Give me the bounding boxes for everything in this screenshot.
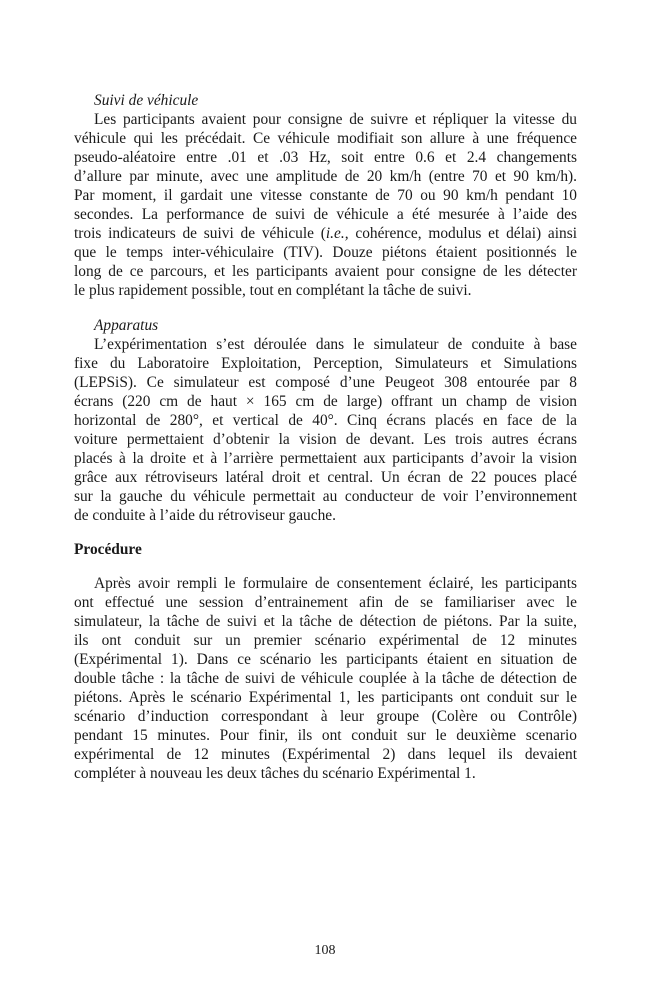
text-line: compléter à nouveau les deux tâches du scénario Expérimental 1. bbox=[74, 765, 476, 782]
section-heading: Procédure bbox=[74, 541, 142, 558]
text-line: Après avoir rempli le formulaire de consentement éclairé, les participants bbox=[94, 575, 577, 592]
text-line: Par moment, il gardait une vitesse constante de 70 ou 90 km/h pendant 10 bbox=[74, 187, 577, 204]
text-line bbox=[74, 224, 577, 243]
italic-text: i.e., bbox=[325, 225, 349, 242]
text-line: pseudo-aléatoire entre .01 et .03 Hz, soit entre 0.6 et 2.4 changements bbox=[74, 149, 577, 166]
text-line: Les participants avaient pour consigne de suivre et répliquer la vitesse du bbox=[94, 111, 577, 128]
text-line: le plus rapidement possible, tout en complétant la tâche de suivi. bbox=[74, 282, 472, 299]
text-line: double tâche : la tâche de suivi de véhicule couplée à la tâche de détection de bbox=[74, 670, 577, 687]
text-segment: trois indicateurs de suivi de véhicule ( bbox=[74, 225, 326, 242]
text-line: pendant 15 minutes. Pour finir, ils ont conduit sur le deuxième scenario bbox=[74, 727, 577, 744]
text-line: fixe du Laboratoire Exploitation, Perception, Simulateurs et Simulations bbox=[74, 355, 577, 372]
text-line: placés à la droite et à l’arrière permettaient aux participants d’avoir la vision bbox=[74, 450, 577, 467]
paragraph bbox=[74, 574, 577, 783]
text-line: long de ce parcours, et les participants avaient pour consigne de les détecter bbox=[74, 263, 577, 280]
text-line: horizontal de 280°, et vertical de 40°. Cinq écrans placés en face de la bbox=[74, 412, 577, 429]
text-line: ont effectué une session d’entrainement afin de se familiariser avec le bbox=[74, 594, 577, 611]
text-line: expérimental de 12 minutes (Expérimental 2) dans lequel ils devaient bbox=[74, 746, 577, 763]
text-line: voiture permettaient d’obtenir la vision de devant. Les trois autres écrans bbox=[74, 431, 577, 448]
text-line: d’allure par minute, avec une amplitude de 20 km/h (entre 70 et 90 km/h). bbox=[74, 168, 577, 185]
text-line: (LEPSiS). Ce simulateur est composé d’une Peugeot 308 entourée par 8 bbox=[74, 374, 577, 391]
text-line: (Expérimental 1). Dans ce scénario les participants étaient en situation de bbox=[74, 651, 577, 668]
section-heading: Suivi de véhicule bbox=[94, 92, 199, 109]
text-line: simulateur, la tâche de suivi et la tâche de détection de piétons. Par la suite, bbox=[74, 613, 577, 630]
page-number: 108 bbox=[314, 943, 336, 958]
text-line: de conduite à l’aide du rétroviseur gauche. bbox=[74, 507, 336, 524]
text-line: scénario d’induction correspondant à leur groupe (Colère ou Contrôle) bbox=[74, 708, 577, 725]
text-line: ils ont conduit sur un premier scénario expérimental de 12 minutes bbox=[74, 632, 577, 649]
text-line: grâce aux rétroviseurs latéral droit et central. Un écran de 22 pouces placé bbox=[74, 469, 577, 486]
text-line: secondes. La performance de suivi de véhicule a été mesurée à l’aide des bbox=[74, 206, 577, 223]
section-heading: Apparatus bbox=[94, 317, 159, 334]
text-line: véhicule qui les précédait. Ce véhicule modifiait son allure à une fréquence bbox=[74, 130, 577, 147]
text-segment: cohérence, modulus et délai) ainsi bbox=[348, 225, 577, 242]
text-line: piétons. Après le scénario Expérimental 1, les participants ont conduit sur le bbox=[74, 689, 577, 706]
paragraph bbox=[74, 110, 577, 300]
text-line: que le temps inter-véhiculaire (TIV). Douze piétons étaient positionnés le bbox=[74, 244, 577, 261]
text-line: sur la gauche du véhicule permettait au conducteur de voir l’environnement bbox=[74, 488, 577, 505]
text-line: écrans (220 cm de haut × 165 cm de large) offrant un champ de vision bbox=[74, 393, 577, 410]
paragraph bbox=[74, 335, 577, 525]
text-line: L’expérimentation s’est déroulée dans le simulateur de conduite à base bbox=[94, 336, 577, 353]
